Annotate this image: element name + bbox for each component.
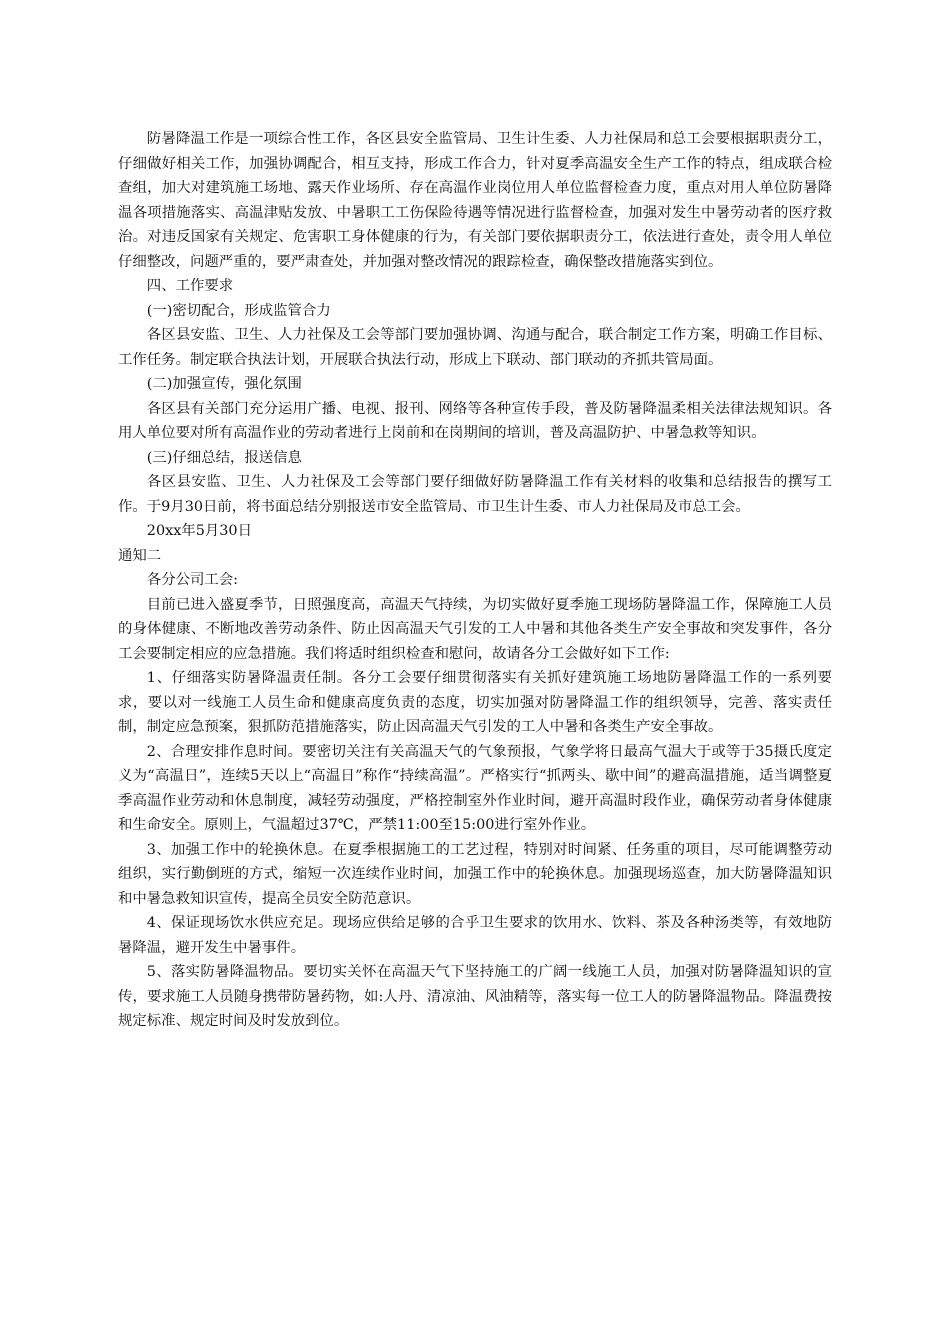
subheading-cooperation: (一)密切配合，形成监管合力 <box>146 302 331 319</box>
subheading-summary: (三)仔细总结，报送信息 <box>146 449 302 466</box>
document-date: 20xx年5月30日 <box>146 523 252 539</box>
section-heading-requirements: 四、工作要求 <box>146 278 234 294</box>
document-body <box>118 127 832 1034</box>
paragraph-cooperation: 各区县安监、卫生、人力社保及工会等部门要加强协调、沟通与配合，联合制定工作方案，明确工作目标、工作任务。制定联合执法计划，开展联合执法行动，形成上下联动、部门联动的齐抓共管局面。 <box>118 327 832 368</box>
paragraph-intro-work: 防暑降温工作是一项综合性工作，各区县安全监管局、卫生计生委、人力社保局和总工会要根据职责分工，仔细做好相关工作，加强协调配合，相互支持，形成工作合力，针对夏季高温安全生产工作的特点，组成联合检查组，加大对建筑施工场地、露天作业场所、存在高温作业岗位用人单位监督检查力度，重点对用人单位防暑降温各项措施落实、高温津贴发放、中暑职工工伤保险待遇等情况进行监督检查，加强对发生中暑劳动者的医疗救治。对违反国家有关规定、危害职工身体健康的行为，有关部门要依据职责分工，依法进行查处，责令用人单位仔细整改，问题严重的，要严肃查处，并加强对整改情况的跟踪检查，确保整改措施落实到位。 <box>118 131 832 270</box>
paragraph-notice-intro: 目前已进入盛夏季节，日照强度高，高温天气持续，为切实做好夏季施工现场防暑降温工作，保障施工人员的身体健康、不断地改善劳动条件、防止因高温天气引发的工人中暑和其他各类生产安全事故和突发事件，各分工会要制定相应的应急措施。我们将适时组织检查和慰问，故请各分工会做好如下工作: <box>118 596 832 662</box>
notice-two-title: 通知二 <box>118 547 162 564</box>
salutation: 各分公司工会: <box>146 572 238 588</box>
paragraph-summary: 各区县安监、卫生、人力社保及工会等部门要仔细做好防暑降温工作有关材料的收集和总结报告的撰写工作。于9月30日前，将书面总结分别报送市安全监管局、市卫生计生委、市人力社保局及市总工会。 <box>118 474 832 515</box>
subheading-publicity: (二)加强宣传，强化氛围 <box>146 376 302 392</box>
paragraph-item-2: 2、合理安排作息时间。要密切关注有关高温天气的气象预报，气象学将日最高气温大于或等于35摄氏度定义为“高温日”，连续5天以上“高温日”称作“持续高温”。严格实行“抓两头、歇中间”的避高温措施，适当调整夏季高温作业劳动和休息制度，减轻劳动强度，严格控制室外作业时间，避开高温时段作业，确保劳动者身体健康和生命安全。原则上，气温超过37℃，严禁11:00至15:00进行室外作业。 <box>118 743 832 833</box>
paragraph-item-5: 5、落实防暑降温物品。要切实关怀在高温天气下坚持施工的广阔一线施工人员，加强对防暑降温知识的宣传，要求施工人员随身携带防暑药物，如:人丹、清凉油、风油精等，落实每一位工人的防暑降温物品。降温费按规定标准、规定时间及时发放到位。 <box>118 964 832 1029</box>
paragraph-item-4: 4、保证现场饮水供应充足。现场应供给足够的合乎卫生要求的饮用水、饮料、茶及各种汤类等，有效地防暑降温，避开发生中暑事件。 <box>118 915 832 956</box>
paragraph-publicity: 各区县有关部门充分运用广播、电视、报刊、网络等各种宣传手段，普及防暑降温柔相关法律法规知识。各用人单位要对所有高温作业的劳动者进行上岗前和在岗期间的培训，普及高温防护、中暑急救等知识。 <box>118 400 832 441</box>
paragraph-item-3: 3、加强工作中的轮换休息。在夏季根据施工的工艺过程，特别对时间紧、任务重的项目，尽可能调整劳动组织，实行勤倒班的方式，缩短一次连续作业时间，加强工作中的轮换休息。加强现场巡查，加大防暑降温知识和中暑急救知识宣传，提高全员安全防范意识。 <box>118 841 832 907</box>
paragraph-item-1: 1、仔细落实防暑降温责任制。各分工会要仔细贯彻落实有关抓好建筑施工场地防暑降温工作的一系列要求，要以对一线施工人员生命和健康高度负责的态度，切实加强对防暑降温工作的组织领导，完善、落实责任制，制定应急预案，狠抓防范措施落实，防止因高温天气引发的工人中暑和各类生产安全事故。 <box>118 670 832 735</box>
